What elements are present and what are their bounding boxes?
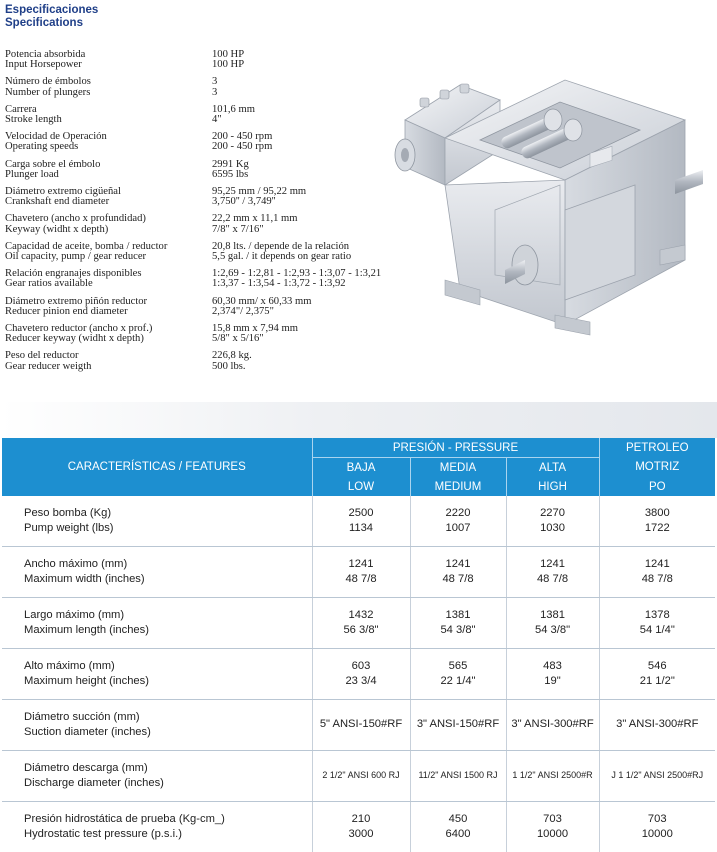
medium-cell: 3" ANSI-150#RF	[410, 700, 506, 751]
spec-value: 6595 lbs	[212, 170, 425, 180]
spec-value: 15,8 mm x 7,94 mm	[212, 324, 425, 334]
spec-value: 101,6 mm	[212, 105, 425, 115]
feature-cell	[2, 649, 312, 700]
table-row	[2, 649, 715, 700]
feature-label-en: Suction diameter (inches)	[24, 725, 312, 741]
low-cell: 5" ANSI-150#RF	[312, 700, 410, 751]
feature-label-es: Diámetro succión (mm)	[24, 710, 312, 726]
low-cell: 1241 48 7/8	[312, 547, 410, 598]
po-cell: J 1 1/2" ANSI 2500#RJ	[599, 751, 715, 802]
medium-cell: 565 22 1/4"	[410, 649, 506, 700]
spec-value: 100 HP	[212, 50, 425, 60]
spec-label-en: Operating speeds	[5, 142, 212, 152]
spec-label-es: Potencia absorbida	[5, 50, 212, 60]
spec-row	[5, 324, 425, 344]
medium-cell: 450 6400	[410, 802, 506, 852]
spec-label-es: Peso del reductor	[5, 351, 212, 361]
feature-label-es: Largo máximo (mm)	[24, 608, 312, 624]
feature-cell	[2, 496, 312, 547]
petroleo-header: PETROLEO	[599, 438, 715, 458]
low-cell: 2 1/2" ANSI 600 RJ	[312, 751, 410, 802]
spec-value: 5/8" x 5/16"	[212, 334, 425, 344]
medium-cell: 2220 1007	[410, 496, 506, 547]
high-cell: 1 1/2" ANSI 2500#R	[506, 751, 599, 802]
table-row	[2, 751, 715, 802]
pump-illustration	[385, 60, 705, 360]
spec-label-en: Plunger load	[5, 170, 212, 180]
po-cell: 1378 54 1/4"	[599, 598, 715, 649]
features-header: CARACTERÍSTICAS / FEATURES	[2, 438, 312, 496]
low-cell: 603 23 3/4	[312, 649, 410, 700]
low-cell: 1432 56 3/8"	[312, 598, 410, 649]
spec-label-en: Stroke length	[5, 115, 212, 125]
spec-label-es: Diámetro extremo piñón reductor	[5, 297, 212, 307]
spec-value: 200 - 450 rpm	[212, 142, 425, 152]
table-row	[2, 496, 715, 547]
spec-value: 226,8 kg.	[212, 351, 425, 361]
spec-label-en: Oil capacity, pump / gear reducer	[5, 252, 212, 262]
spec-label-en: Crankshaft end diameter	[5, 197, 212, 207]
po-cell: 703 10000	[599, 802, 715, 852]
spec-row	[5, 77, 425, 97]
spec-list	[5, 50, 425, 379]
spec-value: 60,30 mm/ x 60,33 mm	[212, 297, 425, 307]
feature-cell	[2, 598, 312, 649]
spec-value: 3	[212, 88, 425, 98]
spec-label-es: Velocidad de Operación	[5, 132, 212, 142]
high-cell: 1241 48 7/8	[506, 547, 599, 598]
medium-cell: 1241 48 7/8	[410, 547, 506, 598]
section-divider	[0, 402, 717, 438]
feature-label-en: Discharge diameter (inches)	[24, 776, 312, 792]
feature-label-es: Ancho máximo (mm)	[24, 557, 312, 573]
feature-cell	[2, 700, 312, 751]
high-cell: 3" ANSI-300#RF	[506, 700, 599, 751]
po-cell: 1241 48 7/8	[599, 547, 715, 598]
table-header-row	[2, 438, 715, 458]
high-cell: 1381 54 3/8"	[506, 598, 599, 649]
petroleo-header: PO	[599, 477, 715, 496]
spec-value: 1:2,69 - 1:2,81 - 1:2,93 - 1:3,07 - 1:3,21	[212, 269, 425, 279]
low-header: BAJA	[312, 458, 410, 478]
spec-value: 7/8" x 7/16"	[212, 225, 425, 235]
high-cell: 2270 1030	[506, 496, 599, 547]
spec-row	[5, 50, 425, 70]
spec-label-en: Keyway (widht x depth)	[5, 225, 212, 235]
petroleo-header: MOTRIZ	[599, 458, 715, 478]
spec-value: 5,5 gal. / it depends on gear ratio	[212, 252, 425, 262]
spec-label-en: Reducer pinion end diameter	[5, 307, 212, 317]
po-cell: 546 21 1/2"	[599, 649, 715, 700]
feature-label-es: Diámetro descarga (mm)	[24, 761, 312, 777]
table-row	[2, 802, 715, 852]
spec-value: 500 lbs.	[212, 362, 425, 372]
spec-row	[5, 160, 425, 180]
spec-value: 2,374"/ 2,375"	[212, 307, 425, 317]
spec-value: 1:3,37 - 1:3,54 - 1:3,72 - 1:3,92	[212, 279, 425, 289]
spec-value: 100 HP	[212, 60, 425, 70]
spec-row	[5, 132, 425, 152]
medium-cell: 11/2" ANSI 1500 RJ	[410, 751, 506, 802]
medium-cell: 1381 54 3/8"	[410, 598, 506, 649]
features-table	[2, 438, 715, 852]
high-header: ALTA	[506, 458, 599, 478]
spec-label-es: Relación engranajes disponibles	[5, 269, 212, 279]
spec-value: 20,8 lts. / depende de la relación	[212, 242, 425, 252]
low-header: LOW	[312, 477, 410, 496]
feature-label-es: Presión hidrostática de prueba (Kg-cm_)	[24, 812, 312, 828]
feature-label-es: Peso bomba (Kg)	[24, 506, 312, 522]
pressure-header: PRESIÓN - PRESSURE	[312, 438, 599, 458]
table-row	[2, 700, 715, 751]
spec-label-en: Gear ratios available	[5, 279, 212, 289]
spec-label-es: Carrera	[5, 105, 212, 115]
spec-label-es: Número de émbolos	[5, 77, 212, 87]
spec-row	[5, 187, 425, 207]
spec-label-es: Diámetro extremo cigüeñal	[5, 187, 212, 197]
spec-value: 22,2 mm x 11,1 mm	[212, 214, 425, 224]
table-row	[2, 598, 715, 649]
heading-es: Especificaciones	[5, 4, 98, 17]
spec-label-en: Gear reducer weigth	[5, 362, 212, 372]
spec-row	[5, 269, 425, 289]
low-cell: 210 3000	[312, 802, 410, 852]
feature-label-en: Maximum height (inches)	[24, 674, 312, 690]
spec-row	[5, 351, 425, 371]
spec-value: 200 - 450 rpm	[212, 132, 425, 142]
spec-label-es: Chavetero reductor (ancho x prof.)	[5, 324, 212, 334]
feature-cell	[2, 547, 312, 598]
feature-label-en: Maximum length (inches)	[24, 623, 312, 639]
spec-value: 95,25 mm / 95,22 mm	[212, 187, 425, 197]
feature-label-en: Hydrostatic test pressure (p.s.i.)	[24, 827, 312, 843]
spec-row	[5, 242, 425, 262]
section-heading	[5, 4, 98, 30]
spec-label-en: Input Horsepower	[5, 60, 212, 70]
high-cell: 483 19"	[506, 649, 599, 700]
spec-value: 3	[212, 77, 425, 87]
spec-label-en: Reducer keyway (widht x depth)	[5, 334, 212, 344]
heading-en: Specifications	[5, 17, 98, 30]
po-cell: 3800 1722	[599, 496, 715, 547]
spec-row	[5, 105, 425, 125]
po-cell: 3" ANSI-300#RF	[599, 700, 715, 751]
high-header: HIGH	[506, 477, 599, 496]
feature-label-en: Pump weight (lbs)	[24, 521, 312, 537]
spec-label-es: Carga sobre el émbolo	[5, 160, 212, 170]
medium-header: MEDIA	[410, 458, 506, 478]
medium-header: MEDIUM	[410, 477, 506, 496]
feature-label-es: Alto máximo (mm)	[24, 659, 312, 675]
spec-row	[5, 297, 425, 317]
feature-cell	[2, 751, 312, 802]
spec-label-es: Chavetero (ancho x profundidad)	[5, 214, 212, 224]
spec-value: 3,750'' / 3,749''	[212, 197, 425, 207]
feature-cell	[2, 802, 312, 852]
spec-label-es: Capacidad de aceite, bomba / reductor	[5, 242, 212, 252]
feature-label-en: Maximum width (inches)	[24, 572, 312, 588]
spec-value: 4"	[212, 115, 425, 125]
table-row	[2, 547, 715, 598]
spec-value: 2991 Kg	[212, 160, 425, 170]
spec-row	[5, 214, 425, 234]
high-cell: 703 10000	[506, 802, 599, 852]
spec-label-en: Number of plungers	[5, 88, 212, 98]
low-cell: 2500 1134	[312, 496, 410, 547]
